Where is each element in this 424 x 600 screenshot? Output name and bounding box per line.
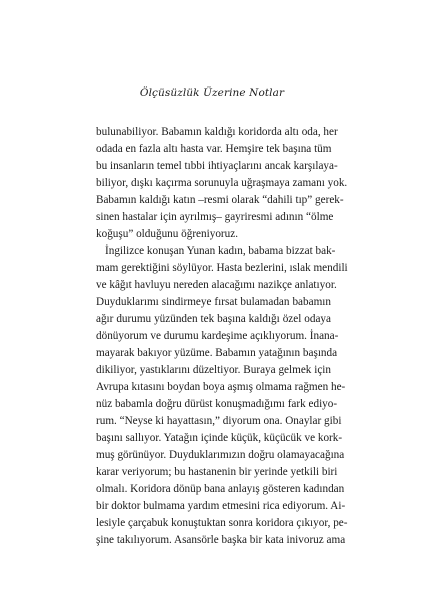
text-line: bir doktor bulmama yardım etmesini rica ediyorum. Ai- bbox=[96, 500, 346, 512]
text-line: mam gerektiğini söylüyor. Hasta bezlerini, ıslak mendili bbox=[96, 262, 348, 274]
text-line: olmalı. Koridora dönüp bana anlayış gösteren kadından bbox=[96, 483, 345, 495]
text-line: odada en fazla altı hasta var. Hemşire tek başına tüm bbox=[96, 143, 332, 155]
running-header: Ölçüsüzlük Üzerine Notlar bbox=[139, 87, 285, 99]
text-line: ağır durumu yüzünden tek başına kaldığı özel odaya bbox=[96, 313, 331, 325]
text-line: nüz babamla doğru dürüst konuşmadığımı fark ediyo- bbox=[96, 398, 338, 410]
text-line: Babamın kaldığı katın –resmi olarak “dahili tıp” gerek- bbox=[96, 194, 344, 206]
text-line: Avrupa kıtasını boydan boya aşmış olmama rağmen he- bbox=[96, 381, 346, 393]
text-line: rum. “Neyse ki hayattasın,” diyorum ona. Onaylar gibi bbox=[96, 415, 342, 427]
text-line: bulunabiliyor. Babamın kaldığı koridorda altı oda, her bbox=[96, 126, 338, 138]
text-line: bu insanların temel tıbbi ihtiyaçlarını ancak karşılaya- bbox=[96, 160, 338, 172]
text-line: mayarak bakıyor yüzüme. Babamın yatağının başında bbox=[96, 347, 338, 359]
text-line: dönüyorum ve durumu kardeşime açıklıyorum. İnana- bbox=[96, 330, 339, 342]
text-line: lesiyle çarçabuk konuştuktan sonra koridora çıkıyor, pe- bbox=[96, 517, 348, 529]
text-line: başını sallıyor. Yatağın içinde küçük, küçücük ve kork- bbox=[96, 432, 343, 444]
text-line: karar veriyorum; bu hastanenin bir yerinde yetkili biri bbox=[96, 466, 338, 478]
text-line: İngilizce konuşan Yunan kadın, babama bizzat bak- bbox=[105, 245, 336, 257]
paragraph bbox=[96, 243, 348, 549]
text-line: biliyor, dışkı kaçırma sorunuyla uğraşmaya zamanı yok. bbox=[96, 177, 348, 189]
text-line: şine takılıyorum. Asansörle başka bir kata inivoruz ama bbox=[96, 534, 346, 546]
text-line: sinen hastalar için ayrılmış– gayriresmi adının “ölme bbox=[96, 211, 334, 223]
text-line: koğuşu” olduğunu öğreniyoruz. bbox=[96, 228, 238, 240]
text-line: ve kâğıt havluyu nereden alacağımı nazikçe anlatıyor. bbox=[96, 279, 337, 291]
paragraph bbox=[96, 124, 348, 243]
body-text bbox=[96, 124, 348, 549]
text-line: muş görünüyor. Duyduklarımızın doğru olamayacağına bbox=[96, 449, 345, 461]
text-line: dikiliyor, yastıklarını düzeltiyor. Buraya gelmek için bbox=[96, 364, 331, 376]
text-line: Duyduklarımı sindirmeye fırsat bulamadan babamın bbox=[96, 296, 331, 308]
